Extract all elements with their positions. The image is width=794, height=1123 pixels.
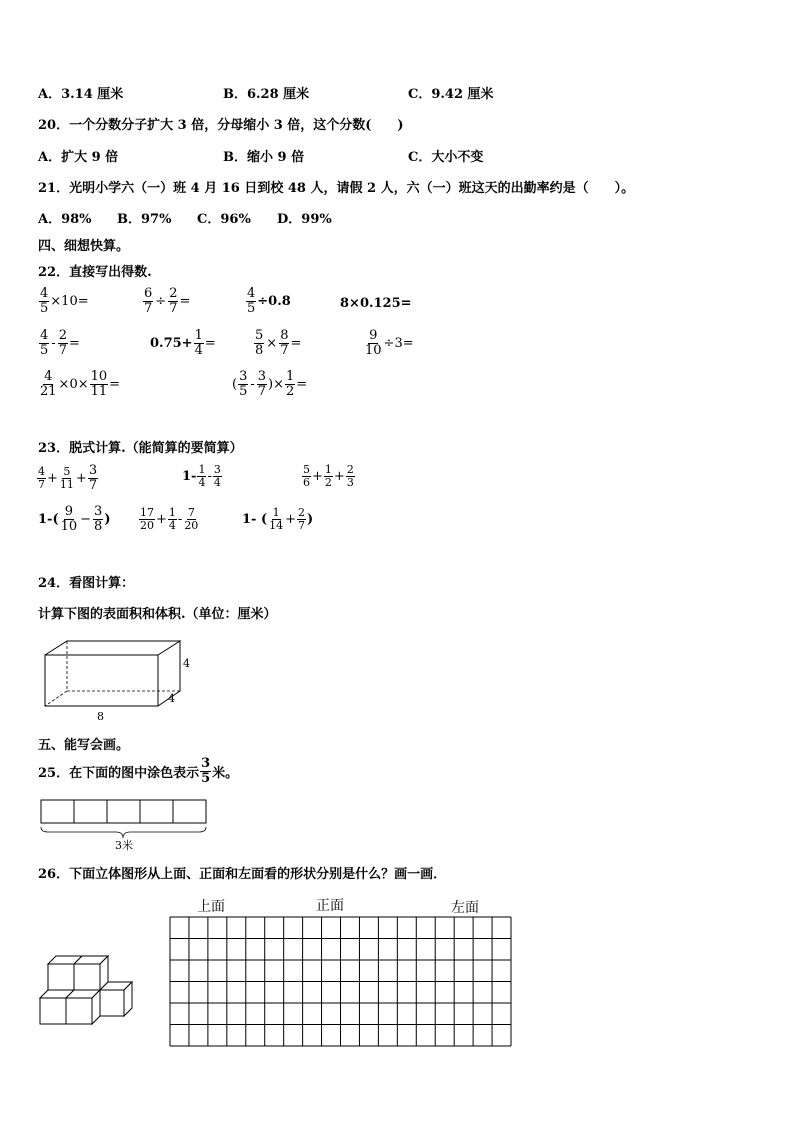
cube-front — [66, 998, 92, 1024]
q20-option-a: A．扩大 9 倍 — [38, 150, 119, 165]
q26-cube-figure — [38, 954, 134, 1026]
section4-title: 四、细想快算。 — [38, 239, 130, 254]
q25-brace — [41, 827, 206, 838]
q19-option-c: C．9.42 厘米 — [408, 87, 494, 102]
q22-expr-1: $\frac{4}{5}$ ×10= — [40, 286, 89, 317]
cube-front — [100, 990, 124, 1016]
q26-drawing-grid[interactable] — [169, 916, 512, 1047]
q21-option-b: B．97% — [117, 212, 172, 227]
q22-expr-7: $\frac{5}{8}$ × $\frac{8}{7}$ = — [255, 328, 302, 359]
cuboid-front-face — [45, 655, 158, 706]
cuboid-top-face — [45, 641, 180, 655]
q26-label-left: 左面 — [451, 900, 479, 916]
q25-question: 25．在下面的图中涂色表示 $\frac{3}{5}$ 米。 — [38, 756, 239, 787]
cube-front — [48, 964, 74, 990]
q20-option-c: C．大小不变 — [408, 150, 484, 165]
q22-expr-3: $\frac{4}{5}$ ÷0.8 — [247, 286, 291, 317]
q21-option-c: C．96% — [197, 212, 251, 227]
q25-bar-cell[interactable] — [140, 800, 173, 823]
q19-option-b: B．6.28 厘米 — [223, 87, 310, 102]
q25-bar-cell[interactable] — [107, 800, 140, 823]
q25-bar-diagram — [38, 799, 213, 851]
q22-expr-2: $\frac{6}{7}$ ÷ $\frac{2}{7}$ = — [144, 286, 191, 317]
q25-bar-cell[interactable] — [173, 800, 206, 823]
q20-question: 20．一个分数分子扩大 3 倍，分母缩小 3 倍，这个分数( ) — [38, 118, 404, 133]
q22-expr-6: 0.75+ $\frac{1}{4}$ = — [150, 328, 216, 359]
q25-bar-cell[interactable] — [41, 800, 74, 823]
q21-question: 21．光明小学六（一）班 4 月 16 日到校 48 人，请假 2 人，六（一）班这天的出勤率约是（ ）。 — [38, 181, 635, 196]
cube-front — [40, 998, 66, 1024]
q25-brace-label: 3米 — [115, 839, 133, 851]
cuboid-height-label: 4 — [183, 657, 190, 670]
q23-title: 23．脱式计算.（能简算的要简算） — [38, 441, 243, 456]
q20-option-b: B．缩小 9 倍 — [223, 150, 305, 165]
section5-title: 五、能写会画。 — [38, 738, 130, 753]
q25-bar-cell[interactable] — [74, 800, 107, 823]
q26-label-front: 正面 — [316, 898, 344, 914]
q26-question: 26．下面立体图形从上面、正面和左面看的形状分别是什么？画一画． — [38, 867, 447, 882]
q23-expr-3: $\frac{5}{6}$ + $\frac{1}{2}$ + $\frac{2}{3}$ — [303, 463, 354, 490]
q21-option-a: A．98% — [38, 212, 92, 227]
q22-expr-5: $\frac{4}{5}$ - $\frac{2}{7}$ = — [40, 328, 80, 359]
cuboid-width-label: 4 — [168, 692, 175, 705]
q24-subtitle: 计算下图的表面积和体积.（单位：厘米） — [38, 607, 277, 622]
cuboid-length-label: 8 — [97, 710, 104, 723]
q23-expr-2: 1- $\frac{1}{4}$ - $\frac{3}{4}$ — [182, 463, 221, 490]
q22-expr-9: $\frac{4}{21}$ ×0× $\frac{10}{11}$ = — [40, 369, 121, 400]
q22-expr-4: 8×0.125= — [340, 296, 412, 311]
cuboid-diagram — [40, 640, 200, 726]
q22-title: 22．直接写出得数. — [38, 265, 152, 280]
q21-option-d: D．99% — [277, 212, 332, 227]
q23-expr-6: 1- ( $\frac{1}{14}$ + $\frac{2}{7}$ ) — [242, 506, 314, 533]
q22-expr-10: ( $\frac{3}{5}$ - $\frac{3}{7}$ )× $\frac{1}{2}$ = — [232, 369, 308, 400]
q23-expr-5: $\frac{17}{20}$ + $\frac{1}{4}$ - $\frac{7}{20}$ — [140, 506, 199, 533]
q24-title: 24．看图计算： — [38, 576, 135, 591]
q22-expr-8: $\frac{9}{10}$ ÷3= — [365, 328, 414, 359]
q23-expr-4: 1-( $\frac{9}{10}$ − $\frac{3}{8}$ ) — [38, 504, 111, 535]
cuboid-hidden-edge — [45, 691, 67, 706]
q23-expr-1: $\frac{4}{7}$ + $\frac{5}{11}$ + $\frac{3}{7}$ — [38, 463, 98, 494]
q19-option-a: A．3.14 厘米 — [38, 87, 124, 102]
cube-front — [74, 964, 100, 990]
q26-label-top: 上面 — [197, 899, 225, 915]
